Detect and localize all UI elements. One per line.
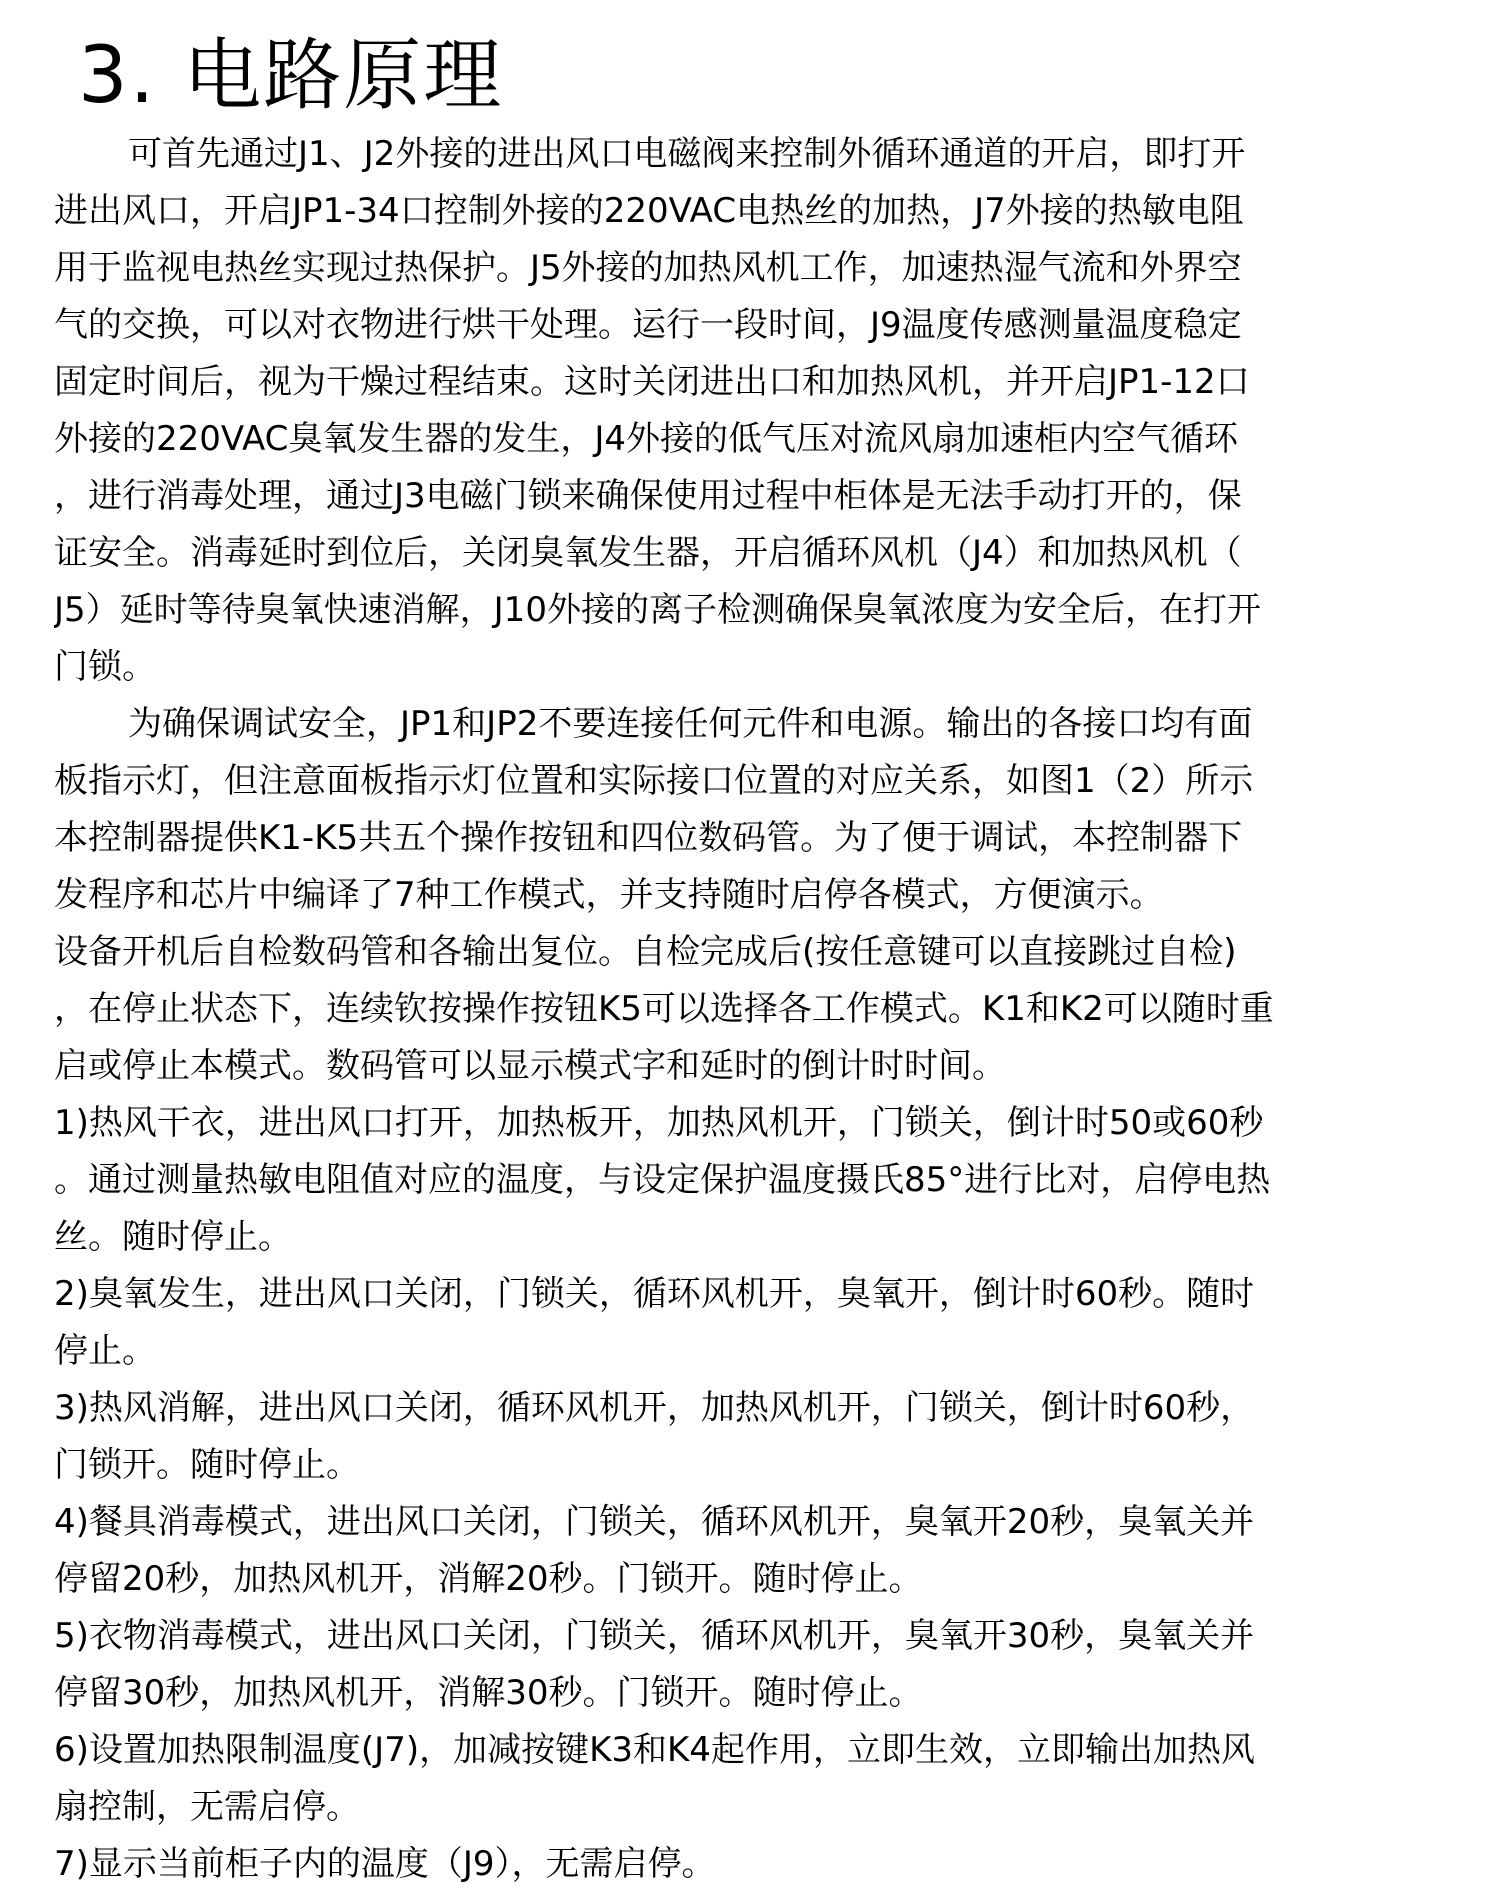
paragraph-line: J5）延时等待臭氧快速消解，J10外接的离子检测确保臭氧浓度为安全后，在打开 <box>54 590 1261 630</box>
mode-line: 停留20秒，加热风机开，消解20秒。门锁开。随时停止。 <box>54 1559 923 1599</box>
mode-line: 扇控制，无需启停。 <box>54 1787 360 1827</box>
mode-line: 。通过测量热敏电阻值对应的温度，与设定保护温度摄氏85°进行比对，启停电热 <box>54 1160 1271 1200</box>
paragraph-line: ，进行消毒处理，通过J3电磁门锁来确保使用过程中柜体是无法手动打开的，保 <box>54 476 1242 516</box>
mode-line: 门锁开。随时停止。 <box>54 1445 360 1485</box>
paragraph-line: 设备开机后自检数码管和各输出复位。自检完成后(按任意键可以直接跳过自检) <box>54 932 1237 972</box>
paragraph-line: 气的交换，可以对衣物进行烘干处理。运行一段时间，J9温度传感测量温度稳定 <box>54 305 1242 345</box>
mode-line: 4)餐具消毒模式，进出风口关闭，门锁关，循环风机开，臭氧开20秒，臭氧关并 <box>54 1502 1255 1542</box>
paragraph-line: 可首先通过J1、J2外接的进出风口电磁阀来控制外循环通道的开启，即打开 <box>128 134 1246 174</box>
paragraph-line: 用于监视电热丝实现过热保护。J5外接的加热风机工作，加速热湿气流和外界空 <box>54 248 1242 288</box>
page-title: 3. 电路原理 <box>78 31 504 121</box>
mode-line: 3)热风消解，进出风口关闭，循环风机开，加热风机开，门锁关，倒计时60秒， <box>54 1388 1255 1428</box>
paragraph-line: 外接的220VAC臭氧发生器的发生，J4外接的低气压对流风扇加速柜内空气循环 <box>54 419 1239 459</box>
mode-line: 1)热风干衣，进出风口打开，加热板开，加热风机开，门锁关，倒计时50或60秒 <box>54 1103 1264 1143</box>
paragraph-line: ，在停止状态下，连续钦按操作按钮K5可以选择各工作模式。K1和K2可以随时重 <box>54 989 1274 1029</box>
body-text <box>54 126 1454 1893</box>
mode-line: 丝。随时停止。 <box>54 1217 292 1257</box>
paragraph-line: 发程序和芯片中编译了7种工作模式，并支持随时启停各模式，方便演示。 <box>54 875 1164 915</box>
paragraph-line: 证安全。消毒延时到位后，关闭臭氧发生器，开启循环风机（J4）和加热风机（ <box>54 533 1242 573</box>
mode-line: 2)臭氧发生，进出风口关闭，门锁关，循环风机开，臭氧开，倒计时60秒。随时 <box>54 1274 1255 1314</box>
mode-line: 停留30秒，加热风机开，消解30秒。门锁开。随时停止。 <box>54 1673 923 1713</box>
paragraph-line: 进出风口，开启JP1-34口控制外接的220VAC电热丝的加热，J7外接的热敏电阻 <box>54 191 1244 231</box>
mode-line: 5)衣物消毒模式，进出风口关闭，门锁关，循环风机开，臭氧开30秒，臭氧关并 <box>54 1616 1255 1656</box>
paragraph-line: 板指示灯，但注意面板指示灯位置和实际接口位置的对应关系，如图1（2）所示 <box>54 761 1254 801</box>
paragraph-line: 启或停止本模式。数码管可以显示模式字和延时的倒计时时间。 <box>54 1046 1006 1086</box>
paragraph-line: 固定时间后，视为干燥过程结束。这时关闭进出口和加热风机，并开启JP1-12口 <box>54 362 1250 402</box>
mode-line: 6)设置加热限制温度(J7)，加减按键K3和K4起作用，立即生效，立即输出加热风 <box>54 1730 1255 1770</box>
mode-line: 7)显示当前柜子内的温度（J9），无需启停。 <box>54 1844 716 1884</box>
mode-line: 停止。 <box>54 1331 156 1371</box>
paragraph-line: 本控制器提供K1-K5共五个操作按钮和四位数码管。为了便于调试，本控制器下 <box>54 818 1243 858</box>
paragraph-line: 为确保调试安全，JP1和JP2不要连接任何元件和电源。输出的各接口均有面 <box>128 704 1253 744</box>
paragraph-line: 门锁。 <box>54 647 156 687</box>
